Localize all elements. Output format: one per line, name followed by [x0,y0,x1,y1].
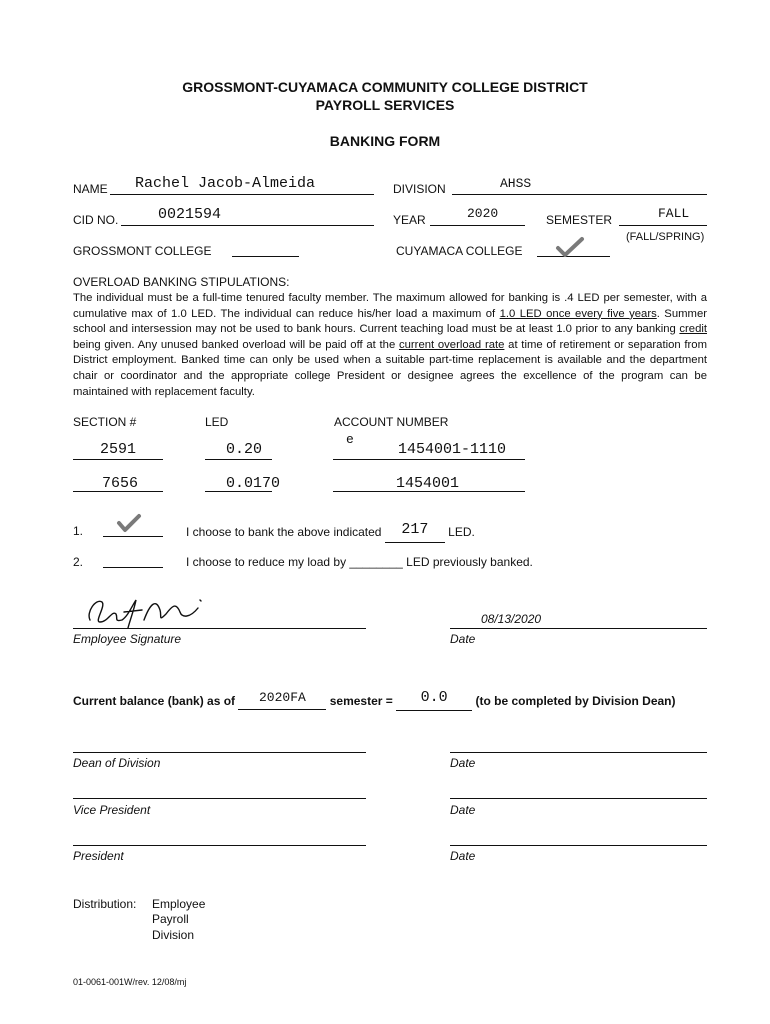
form-title: BANKING FORM [329,133,441,149]
grossmont-checkbox[interactable] [232,256,299,257]
dept-title: PAYROLL SERVICES [315,97,455,113]
form-id: 01-0061-001W/rev. 12/08/mj [73,977,187,987]
checkmark-icon [116,513,142,533]
distribution-division: Division [152,928,195,942]
signature-date-line [450,628,707,629]
name-label: NAME [73,182,108,196]
vp-date-label: Date [450,803,476,817]
dean-date-line[interactable] [450,752,707,753]
employee-signature [80,592,210,632]
row2-led-line [205,491,272,492]
cid-line [121,225,374,226]
name-field[interactable]: Rachel Jacob-Almeida [135,175,316,192]
cuyamaca-label: CUYAMACA COLLEGE [396,244,523,258]
semester-label: SEMESTER [546,213,613,227]
account-header: ACCOUNT NUMBER [334,415,449,429]
distribution-payroll: Payroll [152,912,189,926]
org-title: GROSSMONT-CUYAMACA COMMUNITY COLLEGE DISTRICT [182,79,588,95]
division-field[interactable]: AHSS [500,176,532,191]
row2-led[interactable]: 0.0170 [226,475,281,492]
president-date-line[interactable] [450,845,707,846]
balance-line: Current balance (bank) as of 2020FA semester = 0.0 (to be completed by Division Dean) [73,693,676,711]
balance-amount-field[interactable]: 0.0 [420,689,448,706]
row2-section-line [73,491,163,492]
vp-signature-line[interactable] [73,798,366,799]
row1-led[interactable]: 0.20 [226,441,263,458]
account-mark: e [346,432,354,447]
option1-checkbox[interactable] [103,536,163,537]
row1-account[interactable]: 1454001-1110 [398,441,507,458]
led-header: LED [205,415,229,429]
division-label: DIVISION [393,182,446,196]
vp-date-line[interactable] [450,798,707,799]
row1-section[interactable]: 2591 [100,441,137,458]
cid-label: CID NO. [73,213,119,227]
semester-field[interactable]: FALL [658,206,690,221]
president-date-label: Date [450,849,476,863]
vp-label: Vice President [73,803,151,817]
balance-semester-field[interactable]: 2020FA [258,690,306,705]
row2-account[interactable]: 1454001 [396,475,460,492]
distribution-label: Distribution: [73,897,137,911]
distribution-employee: Employee [152,897,206,911]
signature-line [73,628,366,629]
signature-date-field[interactable]: 08/13/2020 [481,612,542,626]
year-line [430,225,525,226]
row1-section-line [73,459,163,460]
option2-checkbox[interactable] [103,567,163,568]
president-label: President [73,849,124,863]
row2-section[interactable]: 7656 [102,475,139,492]
stipulations-title: OVERLOAD BANKING STIPULATIONS: [73,275,290,289]
signature-date-label: Date [450,632,476,646]
option1-number: 1. [73,524,84,538]
stipulations-body: The individual must be a full-time tenured faculty member. The maximum allowed for banking is .4 LED per semester, with a cumulative max of 1.0 LED. The individual can reduce his/her load a maximum of 1.0 LED once every five years. Summer school and intersession may not be used to bank hours. Current teaching load must be at least 1.0 prior to any banking credit being given. Any unused banked overload will be paid off at the current overload rate at time of retirement or separation from District employment. Banked time can only be used when a suitable part-time replacement is available and the department chair or coordinator and the appropriate college President or designee agrees the excellence of the program can be maintained with replacement faculty. [73,292,707,398]
section-header: SECTION # [73,415,137,429]
option2-text: I choose to reduce my load by ________ LED previously banked. [186,555,533,569]
employee-signature-label: Employee Signature [73,632,182,646]
president-signature-line[interactable] [73,845,366,846]
row1-account-line [333,459,525,460]
year-field[interactable]: 2020 [467,206,499,221]
name-line [110,194,374,195]
row1-led-line [205,459,272,460]
row2-account-line [333,491,525,492]
semester-line [619,225,707,226]
option2-number: 2. [73,555,84,569]
year-label: YEAR [393,213,426,227]
dean-signature-line[interactable] [73,752,366,753]
bank-led-field[interactable]: 217 [401,521,429,538]
grossmont-label: GROSSMONT COLLEGE [73,244,212,258]
cid-field[interactable]: 0021594 [158,206,222,223]
dean-label: Dean of Division [73,756,161,770]
division-line [452,194,707,195]
checkmark-icon [555,236,585,258]
option1-text: I choose to bank the above indicated 217 LED. [186,524,475,542]
dean-date-label: Date [450,756,476,770]
semester-hint: (FALL/SPRING) [626,231,705,243]
